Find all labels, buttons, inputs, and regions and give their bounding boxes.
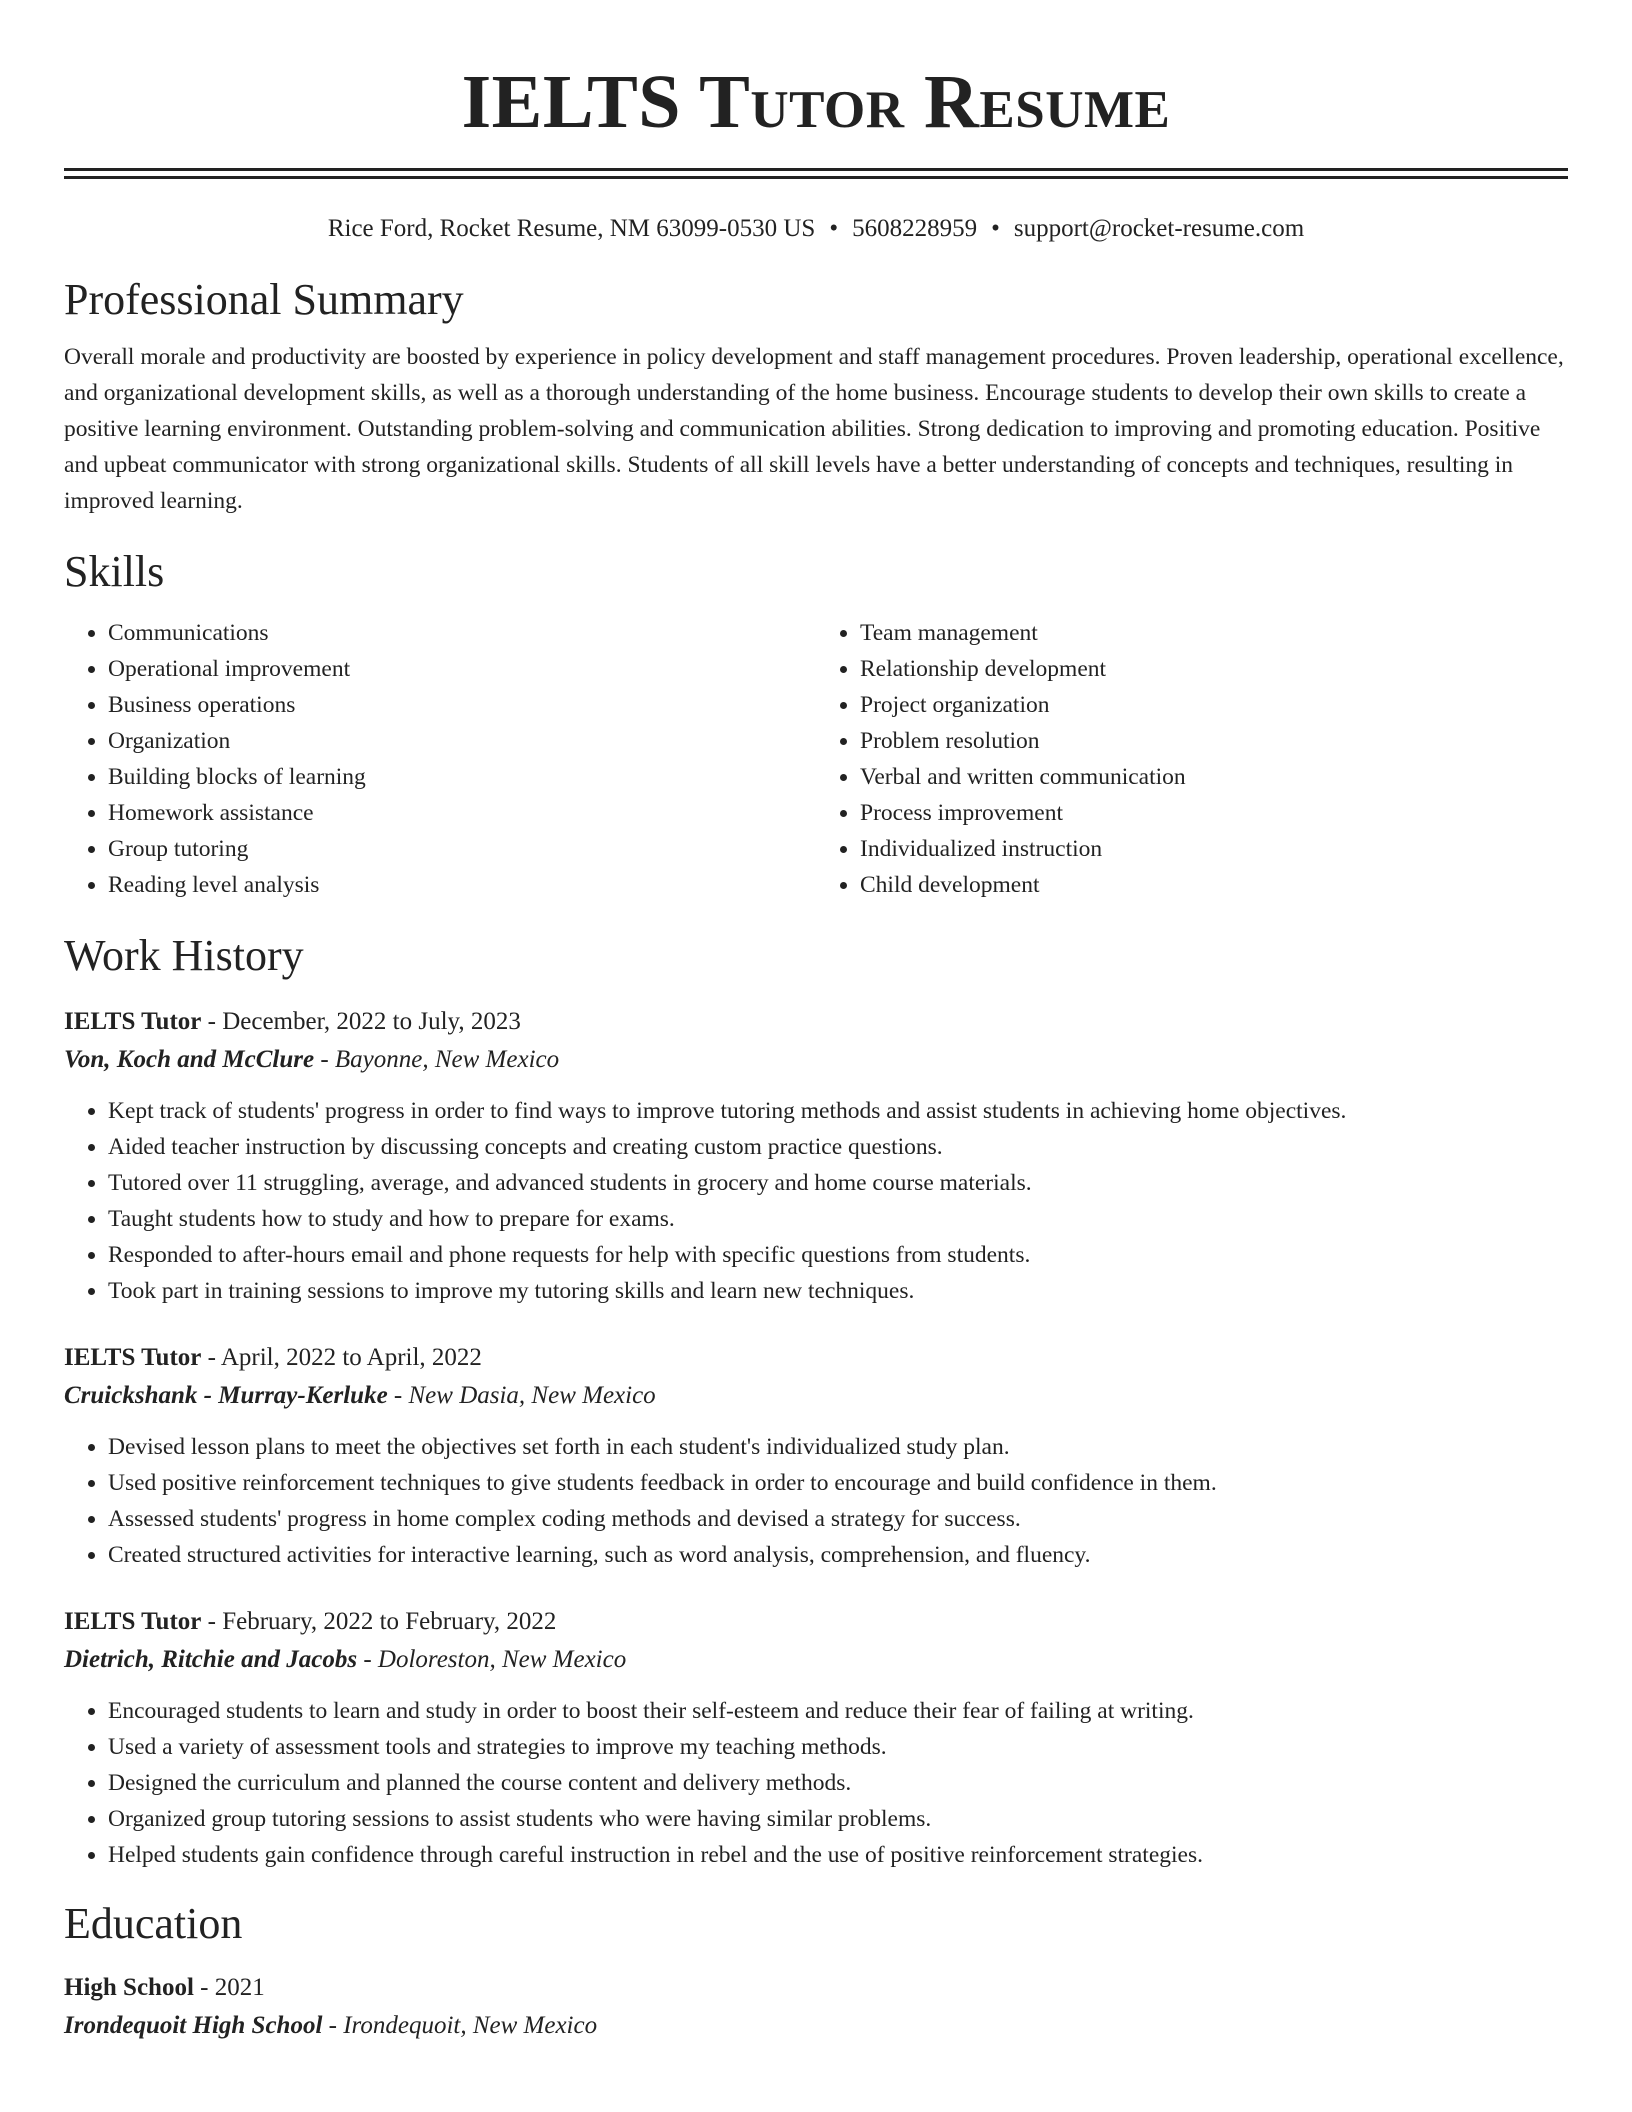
skill-item: • Reading level analysis	[108, 867, 816, 903]
resume-title: IELTS Tutor Resume	[461, 60, 1171, 144]
dash: -	[357, 1646, 378, 1673]
summary-text: Overall morale and productivity are boosted by experience in policy development and staff management procedures. Proven leadership, operational excellence, and organizational development skills, as well as a thorough understanding of the home business. Encourage students to develop their own skills to create a positive learning environment. Outstanding problem-solving and communication abilities. Strong dedication to improving and promoting education. Positive and upbeat communicator with strong organizational skills. Students of all skill levels have a better understanding of concepts and techniques, resulting in improved learning.	[64, 344, 1564, 514]
education-school: Irondequoit High School	[64, 2012, 323, 2039]
job-duties	[64, 1093, 1568, 1309]
skill-item: • Process improvement	[860, 795, 1568, 831]
job-company: Von, Koch and McClure	[64, 1046, 315, 1073]
job-location: Bayonne, New Mexico	[334, 1046, 560, 1073]
education-degree: High School	[64, 1974, 194, 2001]
skill-item: • Individualized instruction	[860, 831, 1568, 867]
job-entry	[64, 1339, 1568, 1573]
skills-grid	[64, 615, 1568, 903]
job-dates: December, 2022 to July, 2023	[222, 1008, 521, 1035]
skill-item: • Homework assistance	[108, 795, 816, 831]
job-duty: • Took part in training sessions to improve my tutoring skills and learn new techniques.	[108, 1273, 1568, 1309]
job-duty: • Taught students how to study and how to prepare for exams.	[108, 1201, 1568, 1237]
job-duty: • Organized group tutoring sessions to assist students who were having similar problems.	[108, 1801, 1568, 1837]
skill-item: • Operational improvement	[108, 651, 816, 687]
job-company: Dietrich, Ritchie and Jacobs	[64, 1646, 358, 1673]
job-title: IELTS Tutor	[64, 1008, 202, 1035]
skill-item: • Verbal and written communication	[860, 759, 1568, 795]
skills-heading: Skills	[64, 547, 165, 596]
skill-item: • Communications	[108, 615, 816, 651]
education-degree-line	[64, 1969, 1568, 2007]
skills-list-right	[816, 615, 1568, 903]
job-duties	[64, 1429, 1568, 1573]
contact-phone: 5608228959	[852, 215, 978, 242]
job-duty: • Created structured activities for interactive learning, such as word analysis, comprehension, and fluency.	[108, 1537, 1568, 1573]
job-company: Cruickshank - Murray-Kerluke	[64, 1382, 388, 1409]
job-title-line	[64, 1003, 1568, 1041]
work-history-heading: Work History	[64, 931, 304, 980]
job-title-line	[64, 1603, 1568, 1641]
job-duty: • Encouraged students to learn and study in order to boost their self-esteem and reduce their fear of failing at writing.	[108, 1693, 1568, 1729]
job-duties	[64, 1693, 1568, 1873]
education-location: Irondequoit, New Mexico	[343, 2012, 598, 2039]
job-company-line	[64, 1041, 1568, 1079]
skill-item: • Project organization	[860, 687, 1568, 723]
dash: -	[314, 1046, 335, 1073]
job-duty: • Assessed students' progress in home complex coding methods and devised a strategy for success.	[108, 1501, 1568, 1537]
job-entry	[64, 1603, 1568, 1873]
education-year: 2021	[214, 1974, 265, 2001]
job-dates: April, 2022 to April, 2022	[220, 1344, 482, 1371]
job-entry	[64, 1003, 1568, 1309]
job-company-line	[64, 1641, 1568, 1679]
job-duty: • Aided teacher instruction by discussing concepts and creating custom practice questions.	[108, 1129, 1568, 1165]
dash: -	[193, 1974, 215, 2001]
education-entry	[64, 1969, 1568, 2045]
job-title-line	[64, 1339, 1568, 1377]
job-location: Doloreston, New Mexico	[377, 1646, 627, 1673]
skill-item: • Relationship development	[860, 651, 1568, 687]
dash: -	[201, 1008, 223, 1035]
job-duty: • Helped students gain confidence through careful instruction in rebel and the use of positive reinforcement strategies.	[108, 1837, 1568, 1873]
job-title: IELTS Tutor	[64, 1608, 202, 1635]
dash: -	[322, 2012, 344, 2039]
job-dates: February, 2022 to February, 2022	[222, 1608, 557, 1635]
contact-email: support@rocket-resume.com	[1013, 215, 1305, 242]
dash: -	[201, 1344, 221, 1371]
job-duty: • Responded to after-hours email and phone requests for help with specific questions from students.	[108, 1237, 1568, 1273]
skill-item: • Child development	[860, 867, 1568, 903]
job-title: IELTS Tutor	[64, 1344, 202, 1371]
job-duty: • Tutored over 11 struggling, average, and advanced students in grocery and home course materials.	[108, 1165, 1568, 1201]
job-duty: • Designed the curriculum and planned the course content and delivery methods.	[108, 1765, 1568, 1801]
contact-address: Rice Ford, Rocket Resume, NM 63099-0530 US	[327, 215, 816, 242]
skill-item: • Problem resolution	[860, 723, 1568, 759]
dash: -	[387, 1382, 409, 1409]
contact-separator: •	[829, 215, 839, 242]
job-location: New Dasia, New Mexico	[408, 1382, 656, 1409]
skill-item: • Team management	[860, 615, 1568, 651]
job-duty: • Kept track of students' progress in order to find ways to improve tutoring methods and assist students in achieving home objectives.	[108, 1093, 1568, 1129]
summary-heading: Professional Summary	[64, 275, 464, 324]
job-company-line	[64, 1377, 1568, 1415]
job-duty: • Devised lesson plans to meet the objectives set forth in each student's individualized study plan.	[108, 1429, 1568, 1465]
skills-list-left	[64, 615, 816, 903]
skill-item: • Group tutoring	[108, 831, 816, 867]
dash: -	[201, 1608, 223, 1635]
title-divider	[64, 168, 1568, 179]
contact-line	[64, 213, 1568, 245]
job-duty: • Used positive reinforcement techniques to give students feedback in order to encourage and build confidence in them.	[108, 1465, 1568, 1501]
skill-item: • Building blocks of learning	[108, 759, 816, 795]
job-duty: • Used a variety of assessment tools and strategies to improve my teaching methods.	[108, 1729, 1568, 1765]
skill-item: • Business operations	[108, 687, 816, 723]
skill-item: • Organization	[108, 723, 816, 759]
education-school-line	[64, 2007, 1568, 2045]
contact-separator: •	[991, 215, 1000, 242]
education-heading: Education	[64, 1899, 243, 1948]
